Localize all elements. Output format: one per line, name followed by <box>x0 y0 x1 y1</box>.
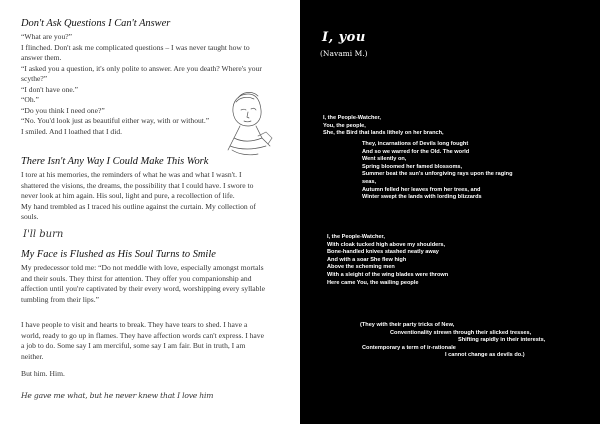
poem-line: Winter swept the lands with lording blizzards <box>362 194 482 201</box>
body-line: a job to do. Some say I am merciful, some say I am fair. But in truth, I am <box>21 341 246 350</box>
body-line: answer them. <box>21 53 62 62</box>
body-line: “Oh.” <box>21 95 39 104</box>
poem-line: I cannot change as devils do.) <box>445 352 525 359</box>
poem-line: Summer beat the sun's unforgiving rays upon the raging <box>362 171 513 178</box>
body-line: My hand trembled as I traced his outline against the curtain. My collection of <box>21 201 256 211</box>
body-line: never look at him again. His soul, light and pure, a recollection of life. <box>21 191 235 200</box>
poem-line: With cloak tucked high above my shoulders, <box>327 241 446 248</box>
section-heading-face-flushed: My Face is Flushed as His Soul Turns to Smile <box>21 249 216 260</box>
poem-line: Contemporary a term of ir-rationale <box>362 344 456 351</box>
handwritten-footer-line: He gave me what, but he never knew that I love him <box>21 391 214 400</box>
body-line: I flinched. Don't ask me complicated questions – I was never taught how to <box>21 42 250 52</box>
poem-line: Bone-handled knives stashed neatly away <box>327 249 439 256</box>
body-line: “No. You'd look just as beautiful either way, with or without.” <box>21 116 210 125</box>
body-line: “Do you think I need one?” <box>21 105 105 115</box>
sketch-drawing-icon <box>218 88 280 160</box>
poem-line: I, the People-Watcher, <box>323 115 381 121</box>
poem-line: Spring bloomed her famed blossoms, <box>362 163 463 170</box>
poem-line: (They with their party tricks of New, <box>360 322 455 328</box>
poem-line: Conventionality strewn through their slicked tresses, <box>390 329 532 336</box>
handwritten-signature: I'll burn <box>23 229 64 240</box>
poem-line: And with a soar She flew high <box>327 256 407 263</box>
body-line: affection until you're captivated by their every word, worshipping every syllable <box>21 284 265 293</box>
body-line: “What are you?” <box>21 32 73 41</box>
poem-line: With a sleight of the wing blades were thrown <box>327 272 449 278</box>
poem-line: They, incarnations of Devils long fought <box>362 141 469 147</box>
body-line: “I asked you a question, it's only polite to answer. Are you death? Where's your <box>21 63 262 73</box>
poem-author: (Navami M.) <box>320 49 368 58</box>
body-line: souls. <box>21 212 39 221</box>
poem-line: And so we warred for the Old. The world <box>362 148 470 155</box>
poem-line: Went silently on, <box>362 156 407 163</box>
poem-line: You, the people, <box>323 122 366 129</box>
body-line: shattered the visions, the dreams, the possibility that I could have. I swore to <box>21 180 254 190</box>
body-line: But him. Him. <box>21 369 65 378</box>
body-line: neither. <box>21 351 44 361</box>
body-line: world, ready to go up in flames. They have affection words can't express. I have <box>21 330 264 340</box>
body-line: My predecessor told me: “Do not meddle with love, especially amongst mortals <box>21 263 264 272</box>
poem-line: She, the Bird that lands lithely on her branch, <box>323 130 444 137</box>
poem-line: I, the People-Watcher, <box>327 234 385 240</box>
body-line: scythe?” <box>21 74 48 83</box>
poem-line: Here came You, the wailing people <box>327 279 419 286</box>
body-line: I tore at his memories, the reminders of what he was and what I wasn't. I <box>21 170 242 179</box>
poem-line: Above the scheming men <box>327 264 395 271</box>
section-heading-no-way: There Isn't Any Way I Could Make This Work <box>21 156 209 167</box>
body-line: I have people to visit and hearts to break. They have tears to shed. I have a <box>21 320 248 329</box>
section-heading-dont-ask: Don't Ask Questions I Can't Answer <box>21 18 171 29</box>
right-page <box>300 0 600 424</box>
poem-line: Shifting rapidly in their interests, <box>458 337 546 344</box>
poem-line: seas, <box>362 179 376 185</box>
body-line: and their souls. They thirst for attention. They offer you companionship and <box>21 273 252 283</box>
poem-line: Autumn felled her leaves from her trees, and <box>362 186 481 193</box>
body-line: “I don't have one.” <box>21 84 79 94</box>
poem-title: I, you <box>322 30 366 45</box>
body-line: I smiled. And I loathed that I did. <box>21 126 123 136</box>
body-line: tumbling from their lips.” <box>21 294 100 304</box>
